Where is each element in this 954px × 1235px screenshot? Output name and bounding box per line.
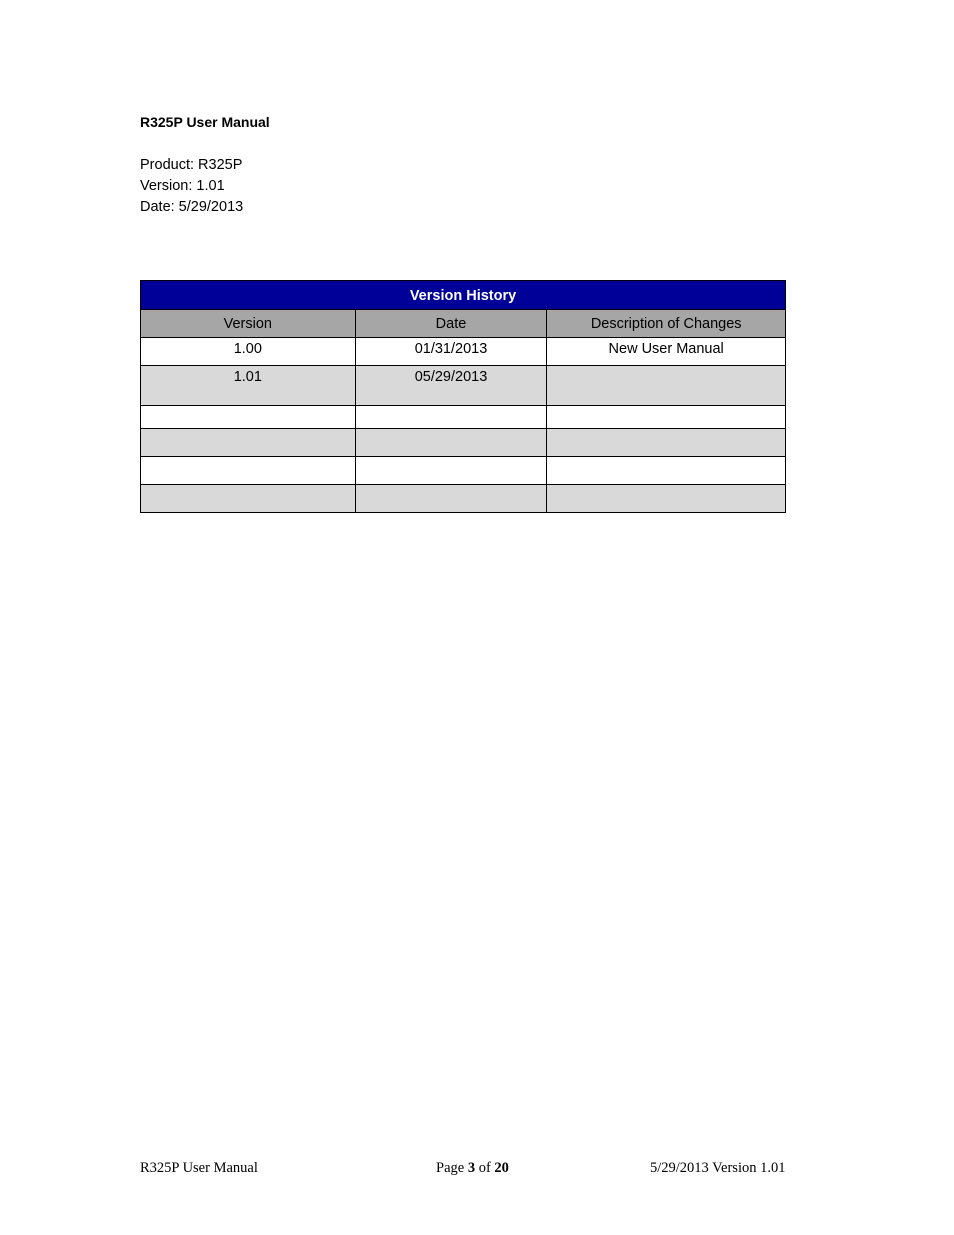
table-cell: [141, 406, 356, 429]
table-cell: [355, 457, 547, 485]
table-row: [141, 406, 786, 429]
column-header-version: Version: [141, 310, 356, 338]
table-cell: [141, 457, 356, 485]
current-page: 3: [467, 1160, 476, 1176]
table-header-row: [141, 310, 786, 338]
date-line: Date: 5/29/2013: [140, 199, 244, 215]
table-cell: 1.01: [141, 366, 356, 406]
table-cell: [355, 429, 547, 457]
table-cell: [547, 366, 786, 406]
table-row: [141, 485, 786, 513]
table-cell: 01/31/2013: [355, 338, 547, 366]
total-pages: 20: [494, 1160, 509, 1176]
document-metadata: [140, 155, 243, 218]
page-of-label: of: [478, 1160, 491, 1176]
version-history-table: [140, 280, 786, 513]
product-line: Product: R325P: [140, 157, 243, 173]
column-header-date: Date: [355, 310, 547, 338]
table-cell: 05/29/2013: [355, 366, 547, 406]
table-cell: [141, 485, 356, 513]
table-cell: New User Manual: [547, 338, 786, 366]
table-row: [141, 429, 786, 457]
document-title: R325P User Manual: [140, 114, 270, 130]
table-cell: [355, 485, 547, 513]
table-title: Version History: [141, 281, 786, 310]
footer-document-name: R325P User Manual: [140, 1160, 258, 1176]
table-row: [141, 457, 786, 485]
table-cell: [547, 429, 786, 457]
footer-page-number: [436, 1159, 509, 1177]
table-cell: [547, 457, 786, 485]
table-row: [141, 338, 786, 366]
table-cell: [141, 429, 356, 457]
column-header-description: Description of Changes: [547, 310, 786, 338]
table-cell: 1.00: [141, 338, 356, 366]
table-cell: [355, 406, 547, 429]
table-row: [141, 366, 786, 406]
table-cell: [547, 406, 786, 429]
footer-date-version: 5/29/2013 Version 1.01: [650, 1160, 786, 1176]
table-cell: [547, 485, 786, 513]
version-line: Version: 1.01: [140, 178, 225, 194]
page-label: Page: [436, 1160, 465, 1176]
